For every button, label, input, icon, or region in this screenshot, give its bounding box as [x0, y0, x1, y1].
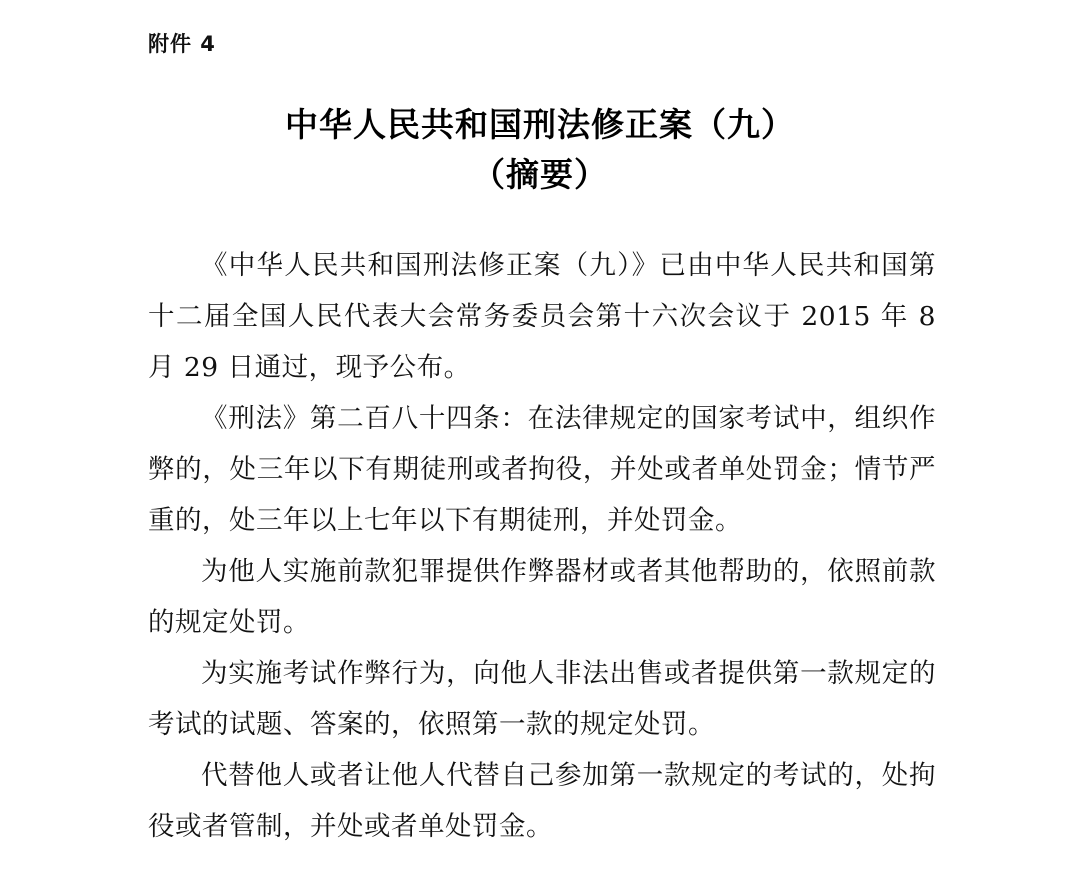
attachment-label: 附件 4 — [148, 32, 216, 56]
page-title — [148, 100, 932, 200]
document-body — [148, 240, 936, 852]
paragraph: 《刑法》第二百八十四条：在法律规定的国家考试中，组织作弊的，处三年以下有期徒刑或者拘役，并处或者单处罚金；情节严重的，处三年以上七年以下有期徒刑，并处罚金。 — [148, 403, 936, 536]
paragraph: 《中华人民共和国刑法修正案（九）》已由中华人民共和国第十二届全国人民代表大会常务委员会第十六次会议于 2015 年 8 月 29 日通过，现予公布。 — [148, 250, 936, 383]
document-title-subtitle: （摘要） — [472, 155, 608, 194]
paragraph: 为他人实施前款犯罪提供作弊器材或者其他帮助的，依照前款的规定处罚。 — [148, 556, 936, 638]
paragraph: 代替他人或者让他人代替自己参加第一款规定的考试的，处拘役或者管制，并处或者单处罚金。 — [148, 760, 936, 842]
paragraph: 为实施考试作弊行为，向他人非法出售或者提供第一款规定的考试的试题、答案的，依照第一款的规定处罚。 — [148, 658, 936, 740]
document-title-main: 中华人民共和国刑法修正案（九） — [285, 105, 795, 144]
